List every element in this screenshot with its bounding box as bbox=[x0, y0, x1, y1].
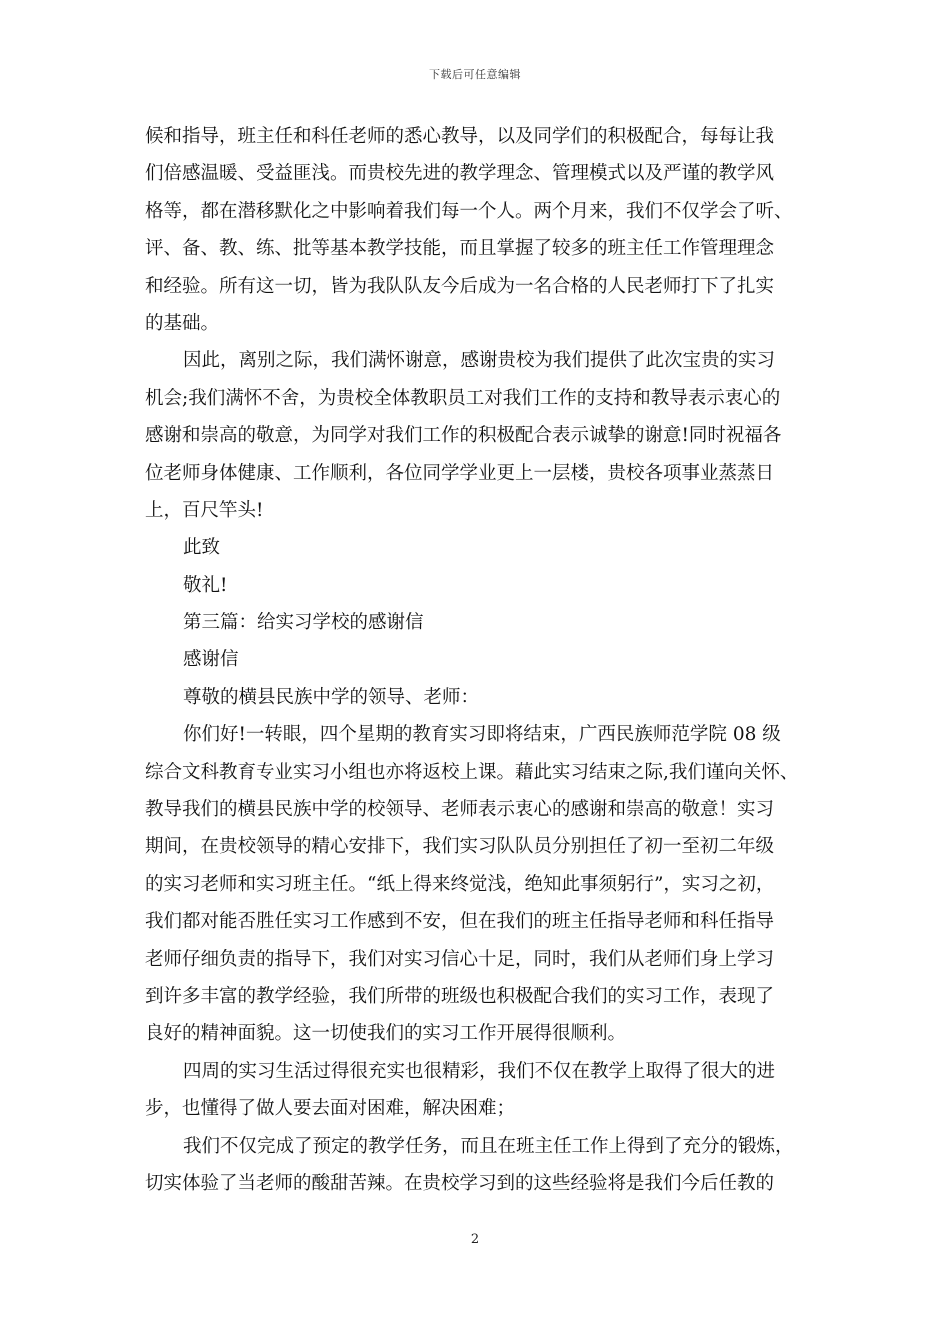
text-line: 的实习老师和实习班主任。“纸上得来终觉浅，绝知此事须躬行”，实习之初， bbox=[145, 873, 775, 895]
text-line: 们倍感温暖、受益匪浅。而贵校先进的教学理念、管理模式以及严谨的教学风 bbox=[145, 163, 775, 185]
text-line: 第三篇：给实习学校的感谢信 bbox=[183, 612, 424, 634]
text-line: 良好的精神面貌。这一切使我们的实习工作开展得很顺利。 bbox=[145, 1023, 627, 1045]
text-line: 上，百尺竿头! bbox=[145, 499, 264, 521]
text-line: 步，也懂得了做人要去面对困难，解决困难； bbox=[145, 1098, 516, 1120]
text-line: 你们好!一转眼，四个星期的教育实习即将结束，广西民族师范学院 08 级 bbox=[183, 724, 781, 746]
text-line: 感谢和崇高的敬意，为同学对我们工作的积极配合表示诚挚的谢意!同时祝福各 bbox=[145, 425, 782, 447]
text-line: 教导我们的横县民族中学的校领导、老师表示衷心的感谢和崇高的敬意！实习 bbox=[145, 799, 775, 821]
text-line: 期间，在贵校领导的精心安排下，我们实习队队员分别担任了初一至初二年级 bbox=[145, 836, 775, 858]
text-line: 此致 bbox=[183, 537, 221, 559]
document-body bbox=[145, 118, 811, 1202]
text-line: 我们都对能否胜任实习工作感到不安，但在我们的班主任指导老师和科任指导 bbox=[145, 911, 775, 933]
text-line: 格等，都在潜移默化之中影响着我们每一个人。两个月来，我们不仅学会了听、 bbox=[145, 200, 793, 222]
page-header: 下载后可任意编辑 bbox=[429, 68, 521, 81]
text-line: 综合文科教育专业实习小组也亦将返校上课。藉此实习结束之际,我们谨向关怀、 bbox=[145, 761, 799, 783]
text-line: 机会;我们满怀不舍，为贵校全体教职员工对我们工作的支持和教导表示衷心的 bbox=[145, 387, 781, 409]
text-line: 四周的实习生活过得很充实也很精彩，我们不仅在教学上取得了很大的进 bbox=[183, 1060, 776, 1082]
text-line: 候和指导，班主任和科任老师的悉心教导，以及同学们的积极配合，每每让我 bbox=[145, 126, 775, 147]
text-line: 评、备、教、练、批等基本教学技能，而且掌握了较多的班主任工作管理理念 bbox=[145, 238, 775, 260]
text-line: 因此，离别之际，我们满怀谢意，感谢贵校为我们提供了此次宝贵的实习 bbox=[183, 350, 776, 372]
text-line: 位老师身体健康、工作顺利，各位同学学业更上一层楼，贵校各项事业蒸蒸日 bbox=[145, 462, 775, 484]
text-line: 我们不仅完成了预定的教学任务，而且在班主任工作上得到了充分的锻炼， bbox=[183, 1135, 794, 1157]
text-line: 的基础。 bbox=[145, 312, 220, 334]
text-line: 敬礼! bbox=[183, 574, 228, 596]
text-line: 到许多丰富的教学经验，我们所带的班级也积极配合我们的实习工作，表现了 bbox=[145, 985, 775, 1007]
page-number: 2 bbox=[470, 1232, 480, 1247]
text-line: 感谢信 bbox=[183, 649, 239, 671]
text-line: 切实体验了当老师的酸甜苦辣。在贵校学习到的这些经验将是我们今后任教的 bbox=[145, 1172, 775, 1194]
text-line: 和经验。所有这一切，皆为我队队友今后成为一名合格的人民老师打下了扎实 bbox=[145, 275, 775, 297]
text-line: 老师仔细负责的指导下，我们对实习信心十足，同时，我们从老师们身上学习 bbox=[145, 948, 775, 970]
text-line: 尊敬的横县民族中学的领导、老师： bbox=[183, 686, 480, 708]
